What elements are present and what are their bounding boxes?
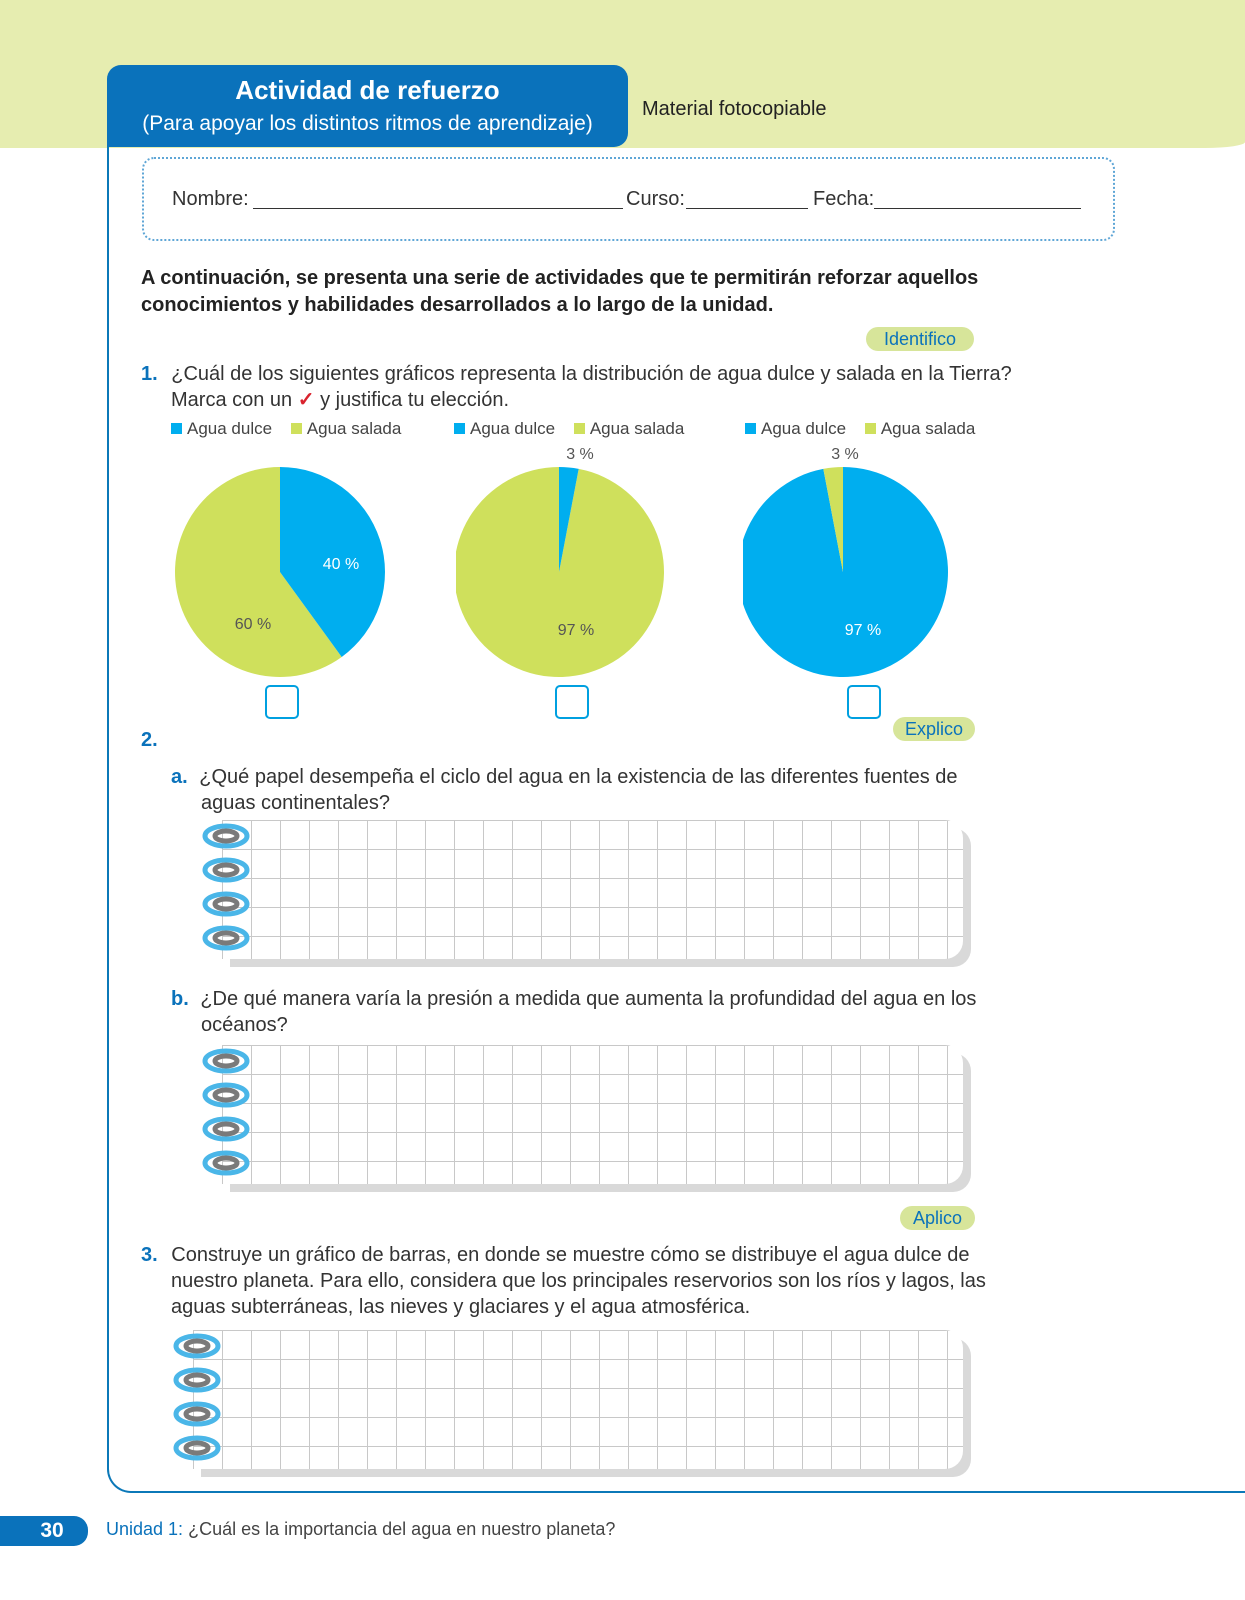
spiral-binding-icon: [169, 1328, 229, 1472]
pie-1-label-salada: 60 %: [234, 616, 272, 633]
pie-chart-1: [170, 465, 402, 697]
legend-chart-3: [745, 419, 975, 439]
page-number-text: 30: [40, 1519, 64, 1542]
instruction-post: y justifica tu elección.: [320, 389, 510, 411]
answer-grid-3[interactable]: [193, 1330, 963, 1469]
question-2a: [171, 764, 958, 790]
pie-1-label-dulce: 40 %: [322, 556, 360, 573]
answer-grid-2a[interactable]: [222, 820, 963, 959]
activity-subtitle: (Para apoyar los distintos ritmos de aprendizaje): [142, 112, 593, 135]
fecha-label: Fecha:: [813, 188, 875, 210]
question-2b: [171, 986, 976, 1012]
footer-unit: [106, 1519, 615, 1540]
question-2b-text-cont: océanos?: [201, 1014, 288, 1036]
legend-swatch-salada: [865, 423, 876, 434]
question-1-instruction: [171, 387, 509, 413]
legend-swatch-salada: [291, 423, 302, 434]
question-1-text: ¿Cuál de los siguientes gráficos representa la distribución de agua dulce y salada en la Tierra?: [171, 363, 1012, 385]
option-checkbox-3[interactable]: [847, 685, 881, 719]
checkmark-icon: ✓: [297, 389, 315, 411]
pie-2-label-dulce: 3 %: [566, 446, 594, 463]
fecha-field[interactable]: [874, 208, 1081, 209]
question-2b-text: ¿De qué manera varía la presión a medida que aumenta la profundidad del agua en los: [200, 988, 977, 1010]
pie-3-label-dulce: 97 %: [844, 622, 882, 639]
legend-salada: Agua salada: [589, 419, 685, 438]
option-checkbox-1[interactable]: [265, 685, 299, 719]
legend-dulce: Agua dulce: [470, 419, 556, 438]
tag-identifico: Identifico: [866, 327, 974, 351]
question-3-text-cont-2: aguas subterráneas, las nieves y glaciares y el agua atmosférica.: [171, 1296, 751, 1318]
legend-salada: Agua salada: [880, 419, 976, 438]
footer-unit-question: ¿Cuál es la importancia del agua en nuestro planeta?: [188, 1519, 616, 1539]
instruction-pre: Marca con un: [171, 389, 293, 411]
question-2a-text-cont: aguas continentales?: [201, 792, 391, 814]
legend-dulce: Agua dulce: [187, 419, 273, 438]
pie-2-label-salada: 97 %: [557, 622, 595, 639]
question-2a-letter: a.: [171, 766, 188, 788]
legend-dulce: Agua dulce: [761, 419, 847, 438]
legend-chart-1: [171, 419, 401, 439]
activity-title-box: [107, 65, 628, 147]
question-2b-letter: b.: [171, 988, 189, 1010]
spiral-binding-icon: [198, 818, 258, 962]
spiral-binding-icon: [198, 1043, 258, 1187]
pie-chart-2: [456, 440, 688, 697]
tag-explico: Explico: [893, 717, 975, 741]
pie-3-label-salada: 3 %: [831, 446, 859, 463]
legend-salada: Agua salada: [306, 419, 402, 438]
question-3-number: 3.: [141, 1244, 158, 1266]
legend-swatch-dulce: [454, 423, 465, 434]
intro-paragraph: A continuación, se presenta una serie de actividades que te permitirán reforzar aquellos conocimientos y habilidades desarrollados a lo largo de la unidad.: [141, 267, 979, 316]
question-3: [141, 1242, 986, 1268]
nombre-field[interactable]: [253, 208, 623, 209]
legend-swatch-salada: [574, 423, 585, 434]
nombre-label: Nombre:: [172, 188, 249, 210]
option-checkbox-2[interactable]: [555, 685, 589, 719]
question-2-number: 2.: [141, 729, 158, 751]
curso-field[interactable]: [686, 208, 808, 209]
legend-swatch-dulce: [171, 423, 182, 434]
page-number: [0, 1516, 88, 1546]
footer-unit-label: Unidad 1:: [106, 1519, 184, 1539]
pie-chart-3: [743, 440, 975, 697]
activity-title: Actividad de refuerzo: [235, 75, 500, 105]
question-1-number: 1.: [141, 363, 158, 385]
question-3-text-cont-1: nuestro planeta. Para ello, considera que los principales reservorios son los ríos y lagos, las: [171, 1270, 986, 1292]
pie-3-slice-2: [743, 467, 948, 677]
question-1: [141, 361, 1012, 387]
legend-chart-2: [454, 419, 684, 439]
tag-aplico: Aplico: [900, 1206, 975, 1230]
question-2a-text: ¿Qué papel desempeña el ciclo del agua en la existencia de las diferentes fuentes de: [199, 766, 958, 788]
question-3-text: Construye un gráfico de barras, en donde se muestre cómo se distribuye el agua dulce de: [171, 1244, 970, 1266]
material-label: Material fotocopiable: [642, 98, 827, 120]
curso-label: Curso:: [626, 188, 685, 210]
answer-grid-2b[interactable]: [222, 1045, 963, 1184]
legend-swatch-dulce: [745, 423, 756, 434]
